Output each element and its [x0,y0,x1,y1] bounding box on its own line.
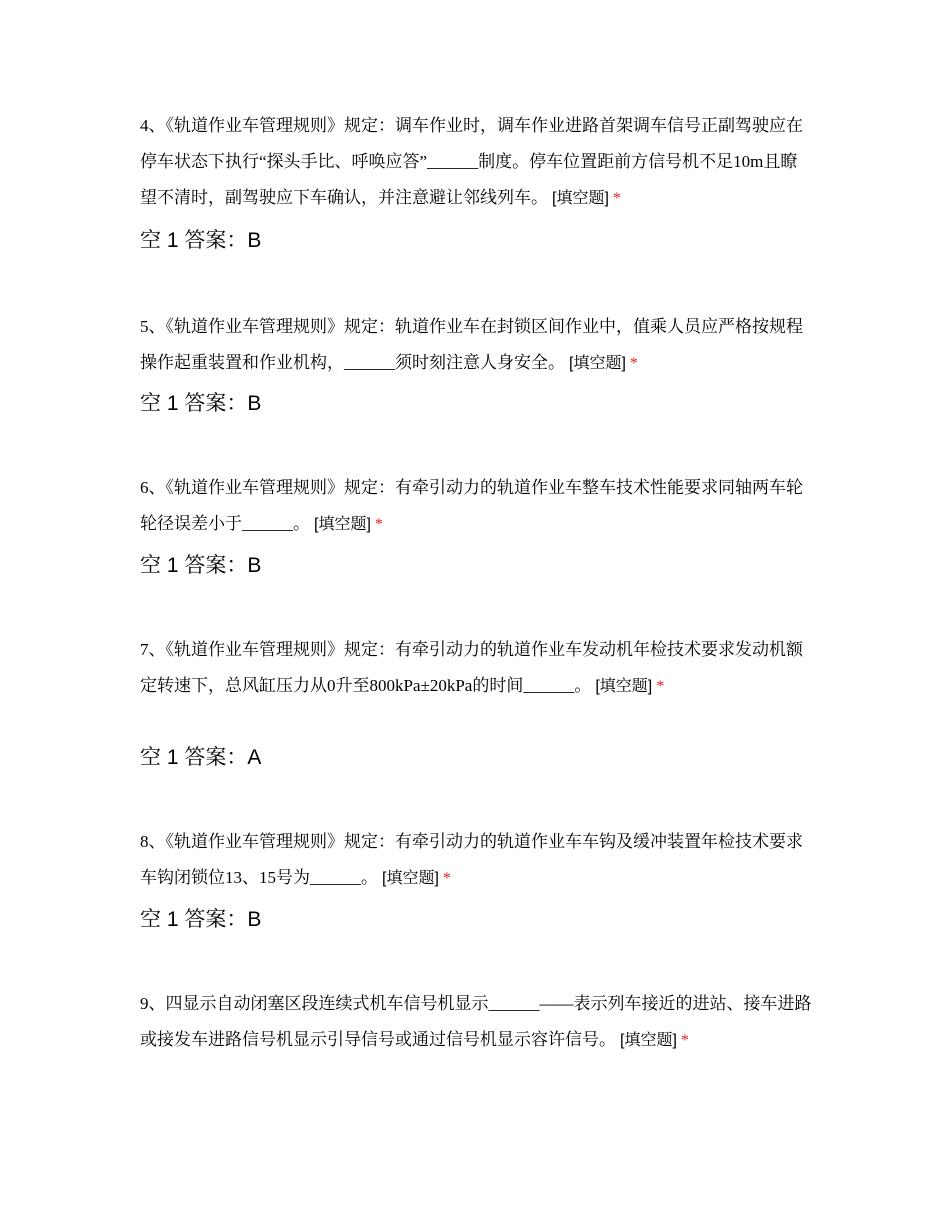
answer-7 [140,743,261,773]
question-type-label: [填空题] [595,678,653,695]
required-marker: * [442,870,451,887]
answer-5 [140,389,261,419]
answer-value: B [247,908,262,931]
question-type-label: [填空题] [314,516,371,533]
question-9 [140,986,812,1059]
question-text: 5、《轨道作业车管理规则》规定：轨道作业车在封锁区间作业中，值乘人员应严格按规程操作起重装置和作业机构，______须时刻注意人身安全。 [140,317,803,372]
answer-8 [140,905,261,935]
answer-value: A [247,746,262,769]
question-type-label: [填空题] [552,190,609,207]
answer-value: B [247,229,262,252]
question-text: 6、《轨道作业车管理规则》规定：有牵引动力的轨道作业车整车技术性能要求同轴两车轮轮径误差小于______。 [140,478,803,533]
question-text: 4、《轨道作业车管理规则》规定：调车作业时，调车作业进路首架调车信号正副驾驶应在停车状态下执行“探头手比、呼唤应答”______制度。停车位置距前方信号机不足10m且瞭望不清时，副驾驶应下车确认，并注意避让邻线列车。 [140,116,803,207]
answer-value: B [247,554,262,577]
required-marker: * [656,678,665,695]
required-marker: * [612,190,621,207]
question-text: 7、《轨道作业车管理规则》规定：有牵引动力的轨道作业车发动机年检技术要求发动机额定转速下，总风缸压力从0升至800kPa±20kPa的时间______。 [140,640,803,695]
answer-4 [140,226,261,256]
answer-label: 空 1 答案： [140,554,248,577]
question-4 [140,108,812,217]
question-5 [140,309,812,382]
question-text: 9、四显示自动闭塞区段连续式机车信号机显示______——表示列车接近的进站、接车进路或接发车进路信号机显示引导信号或通过信号机显示容许信号。 [140,994,812,1049]
answer-value: B [247,392,262,415]
answer-6 [140,551,261,581]
question-6 [140,470,812,543]
required-marker: * [374,516,383,533]
required-marker: * [680,1032,689,1049]
answer-label: 空 1 答案： [140,746,248,769]
required-marker: * [629,355,638,372]
question-type-label: [填空题] [382,870,439,887]
question-8 [140,824,812,897]
question-type-label: [填空题] [569,355,626,372]
question-type-label: [填空题] [620,1032,677,1049]
question-text: 8、《轨道作业车管理规则》规定：有牵引动力的轨道作业车车钩及缓冲装置年检技术要求车钩闭锁位13、15号为______。 [140,832,803,887]
answer-label: 空 1 答案： [140,229,248,252]
answer-label: 空 1 答案： [140,908,248,931]
question-7 [140,632,812,705]
answer-label: 空 1 答案： [140,392,248,415]
